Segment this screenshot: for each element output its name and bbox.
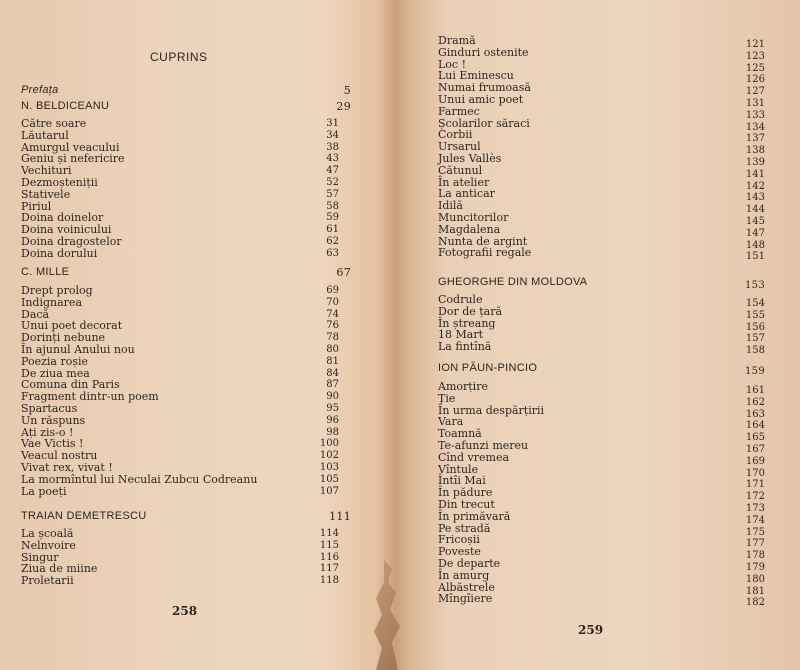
entry-list	[21, 118, 339, 260]
entry-title: Stativele	[21, 187, 71, 201]
entry-page: 127	[745, 86, 765, 98]
entry-page: 156	[745, 321, 765, 333]
entry-page: 69	[326, 285, 339, 296]
entry-title: În ajunul Anului nou	[21, 342, 135, 356]
entry-title: Jules Vallès	[438, 151, 502, 165]
entry-page: 47	[326, 165, 339, 177]
entry-page: 114	[319, 528, 339, 539]
entry-page: 178	[745, 550, 765, 562]
entry-title: În amurg	[438, 568, 490, 582]
entry-page: 154	[745, 298, 765, 309]
entry-page: 138	[745, 145, 765, 157]
entry-page: 62	[326, 235, 339, 247]
entry-title: Codrule	[438, 293, 483, 306]
entry-title: Ați zis-o !	[21, 425, 74, 439]
toc-entry	[438, 246, 765, 263]
entry-page: 90	[326, 391, 339, 403]
toc-entry	[438, 104, 765, 121]
entry-title: Piriul	[21, 199, 52, 213]
entry-title: Singur	[21, 550, 59, 564]
entry-title: Nelnvoire	[21, 538, 76, 552]
author-page: 153	[745, 280, 765, 291]
entry-page: 171	[745, 479, 765, 491]
toc-entry	[438, 403, 765, 420]
contents-heading: CUPRINS	[150, 50, 208, 64]
entry-page: 76	[326, 320, 339, 332]
entry-page: 38	[326, 141, 339, 153]
entry-title: Doina dorului	[21, 246, 98, 260]
entry-title: Spartacus	[21, 401, 78, 415]
entry-title: Vivat rex, vivat !	[21, 460, 113, 474]
entry-title: Pe stradă	[438, 521, 491, 535]
entry-title: Un răspuns	[21, 413, 86, 427]
entry-title: Întîi Mai	[438, 474, 486, 488]
toc-entry	[21, 177, 339, 189]
entry-page: 107	[319, 485, 339, 497]
toc-entry	[21, 356, 339, 368]
preface-title: Prefața	[21, 84, 59, 96]
entry-page: 131	[745, 97, 765, 109]
entry-title: Amorțire	[438, 380, 488, 393]
entry-title: Vechituri	[21, 164, 72, 178]
entry-page: 78	[326, 332, 339, 344]
entry-page: 182	[745, 597, 765, 609]
toc-entry	[438, 462, 765, 479]
entry-page: 180	[745, 573, 765, 585]
entry-title: Lăutarul	[21, 128, 69, 142]
preface-entry	[21, 84, 351, 96]
entry-title: Vae Victis !	[21, 437, 84, 451]
entry-title: Școlarilor săraci	[438, 116, 530, 130]
entry-page: 105	[319, 473, 339, 485]
entry-title: Muncitorilor	[438, 210, 509, 224]
toc-entry	[438, 316, 765, 333]
left-page-number: 258	[172, 604, 198, 618]
author-name: C. MILLE	[21, 266, 70, 278]
entry-page: 70	[326, 296, 339, 308]
entry-title: În primăvară	[438, 509, 511, 523]
entry-page: 57	[326, 188, 339, 200]
entry-title: Către soare	[21, 117, 87, 130]
entry-page: 102	[319, 450, 339, 462]
entry-title: Geniu și nefericire	[21, 152, 125, 166]
entry-title: Ursarul	[438, 140, 481, 154]
entry-page: 181	[745, 585, 765, 597]
entry-page: 155	[745, 309, 765, 321]
entry-page: 145	[745, 215, 765, 227]
entry-title: În atelier	[438, 175, 490, 189]
entry-page: 169	[745, 455, 765, 467]
entry-page: 147	[745, 227, 765, 239]
entry-page: 84	[326, 367, 339, 379]
entry-title: Poezia roșie	[21, 354, 89, 368]
entry-page: 148	[745, 239, 765, 251]
right-page-number: 259	[578, 623, 604, 637]
entry-title: Nunta de argint	[438, 234, 528, 248]
entry-page: 59	[326, 212, 339, 224]
author-name: ION PĂUN-PINCIO	[438, 362, 538, 374]
author-heading	[438, 276, 765, 291]
entry-title: Ziua de miine	[21, 562, 98, 576]
entry-page: 61	[326, 224, 339, 236]
toc-entry	[438, 450, 765, 467]
toc-entry	[438, 222, 765, 239]
entry-page: 164	[745, 420, 765, 432]
entry-page: 137	[745, 133, 765, 145]
entry-page: 117	[319, 563, 339, 575]
entry-title: La școală	[21, 527, 74, 540]
entry-title: În ștreang	[438, 316, 496, 330]
entry-title: Cătunul	[438, 163, 483, 177]
author-name: N. BELDICEANU	[21, 100, 110, 112]
right-page	[400, 0, 800, 670]
entry-page: 87	[326, 379, 339, 391]
toc-entry	[438, 509, 765, 526]
entry-title: Te-afunzi mereu	[438, 438, 529, 452]
entry-page: 125	[745, 62, 765, 74]
entry-page: 177	[745, 538, 765, 550]
entry-page: 123	[745, 50, 765, 62]
author-heading	[21, 510, 351, 522]
author-page: 29	[336, 100, 351, 113]
entry-page: 142	[745, 180, 765, 192]
toc-entry	[438, 304, 765, 321]
entry-title: Dor de țară	[438, 304, 503, 318]
entry-title: La fintînă	[438, 340, 492, 354]
author-name: GHEORGHE DIN MOLDOVA	[438, 276, 588, 288]
entry-page: 98	[326, 426, 339, 438]
entry-page: 118	[319, 575, 339, 587]
entry-title: Ție	[438, 391, 456, 405]
entry-title: Numai frumoasă	[438, 81, 531, 95]
entry-page: 175	[745, 526, 765, 538]
entry-title: La anticar	[438, 187, 495, 201]
entry-page: 170	[745, 467, 765, 479]
entry-title: De ziua mea	[21, 366, 90, 380]
toc-entry	[21, 130, 339, 142]
entry-page: 116	[319, 551, 339, 563]
entry-title: Doina voinicului	[21, 223, 112, 237]
entry-title: Dorinți nebune	[21, 331, 106, 345]
entry-page: 143	[745, 192, 765, 204]
toc-entry	[21, 474, 339, 486]
toc-entry	[438, 45, 765, 62]
entry-list	[21, 285, 339, 497]
entry-page: 141	[745, 168, 765, 180]
entry-title: Unui poet decorat	[21, 319, 123, 333]
toc-entry	[21, 540, 339, 552]
toc-entry	[438, 187, 765, 204]
toc-entry	[21, 297, 339, 309]
entry-page: 134	[745, 121, 765, 133]
entry-title: Lui Eminescu	[438, 69, 514, 83]
entry-title: 18 Mart	[438, 328, 483, 342]
entry-page: 100	[319, 438, 339, 450]
entry-title: În pădure	[438, 486, 493, 500]
toc-entry	[21, 415, 339, 427]
entry-list	[21, 528, 339, 587]
entry-title: Magdalena	[438, 222, 501, 236]
entry-page: 96	[326, 414, 339, 426]
entry-title: Idilă	[438, 199, 463, 213]
toc-entry	[21, 486, 339, 498]
entry-page: 34	[326, 129, 339, 141]
toc-entry	[438, 521, 765, 538]
entry-title: Corbii	[438, 128, 473, 142]
entry-title: Proletarii	[21, 574, 74, 588]
entry-page: 144	[745, 204, 765, 216]
entry-title: Cînd vremea	[438, 450, 510, 464]
entry-title: De departe	[438, 556, 501, 570]
entry-page: 139	[745, 156, 765, 168]
toc-entry	[438, 340, 765, 357]
entry-title: Doina dragostelor	[21, 234, 122, 248]
preface-page: 5	[343, 84, 351, 97]
entry-title: Ginduri ostenite	[438, 45, 529, 59]
toc-entry	[438, 568, 765, 585]
entry-title: La poeți	[21, 484, 67, 498]
entry-page: 103	[319, 461, 339, 473]
entry-page: 162	[745, 396, 765, 408]
entry-title: Din trecut	[438, 497, 495, 511]
toc-entry	[438, 128, 765, 145]
entry-page: 74	[326, 308, 339, 320]
entry-list	[438, 380, 765, 609]
toc-entry	[438, 592, 765, 609]
entry-title: Drept prolog	[21, 284, 93, 297]
entry-page: 121	[745, 39, 765, 50]
entry-title: Fricoșii	[438, 533, 480, 547]
entry-title: Poveste	[438, 545, 481, 559]
toc-entry	[438, 163, 765, 180]
entry-title: Toamnă	[438, 427, 482, 441]
entry-title: Unui amic poet	[438, 92, 524, 106]
toc-entry	[21, 575, 339, 587]
entry-page: 172	[745, 491, 765, 503]
entry-page: 63	[326, 247, 339, 259]
author-name: TRAIAN DEMETRESCU	[21, 510, 147, 522]
entry-page: 95	[326, 402, 339, 414]
entry-title: Loc !	[438, 57, 467, 71]
entry-page: 157	[745, 333, 765, 345]
entry-page: 151	[745, 251, 765, 263]
entry-page: 167	[745, 443, 765, 455]
right-top-list	[438, 34, 765, 263]
entry-list	[438, 293, 765, 357]
entry-title: La mormîntul lui Neculai Zubcu Codreanu	[21, 472, 258, 486]
entry-page: 173	[745, 502, 765, 514]
toc-entry	[21, 248, 339, 260]
entry-title: Mîngîiere	[438, 592, 493, 606]
author-heading	[21, 100, 351, 112]
entry-title: Vîntule	[438, 462, 479, 476]
entry-title: Amurgul veacului	[21, 140, 120, 154]
entry-page: 161	[745, 385, 765, 396]
entry-page: 163	[745, 408, 765, 420]
entry-title: Comuna din Paris	[21, 378, 120, 392]
author-heading	[21, 266, 351, 278]
author-page: 67	[336, 266, 351, 279]
author-page: 111	[329, 510, 351, 523]
entry-title: Vara	[438, 415, 464, 429]
entry-page: 158	[745, 345, 765, 357]
entry-page: 165	[745, 432, 765, 444]
entry-page: 179	[745, 561, 765, 573]
toc-entry	[21, 344, 339, 356]
entry-title: Dacă	[21, 307, 50, 321]
toc-entry	[438, 391, 765, 408]
toc-entry	[438, 380, 765, 396]
entry-title: Farmec	[438, 104, 480, 118]
toc-entry	[438, 415, 765, 432]
entry-page: 133	[745, 109, 765, 121]
entry-title: Doina doinelor	[21, 211, 104, 225]
entry-title: Veacul nostru	[21, 449, 98, 463]
toc-entry	[21, 403, 339, 415]
entry-title: Albăstrele	[438, 580, 495, 594]
entry-page: 43	[326, 153, 339, 165]
entry-title: Dezmoșteniții	[21, 175, 98, 189]
entry-title: Dramă	[438, 34, 476, 47]
entry-title: Fotografii regale	[438, 246, 532, 260]
entry-page: 174	[745, 514, 765, 526]
entry-page: 126	[745, 74, 765, 86]
author-page: 159	[745, 366, 765, 377]
entry-title: Fragment dintr-un poem	[21, 390, 159, 404]
entry-page: 58	[326, 200, 339, 212]
author-heading	[438, 362, 765, 377]
toc-entry	[438, 116, 765, 133]
toc-entry	[438, 533, 765, 550]
entry-title: Indignarea	[21, 295, 82, 309]
entry-page: 80	[326, 343, 339, 355]
entry-page: 115	[319, 539, 339, 551]
entry-page: 31	[326, 118, 339, 129]
entry-page: 52	[326, 176, 339, 188]
entry-title: În urma despărțirii	[438, 403, 545, 417]
toc-entry	[21, 236, 339, 248]
toc-entry	[21, 189, 339, 201]
entry-page: 81	[326, 355, 339, 367]
toc-entry	[21, 462, 339, 474]
left-page	[0, 0, 380, 670]
